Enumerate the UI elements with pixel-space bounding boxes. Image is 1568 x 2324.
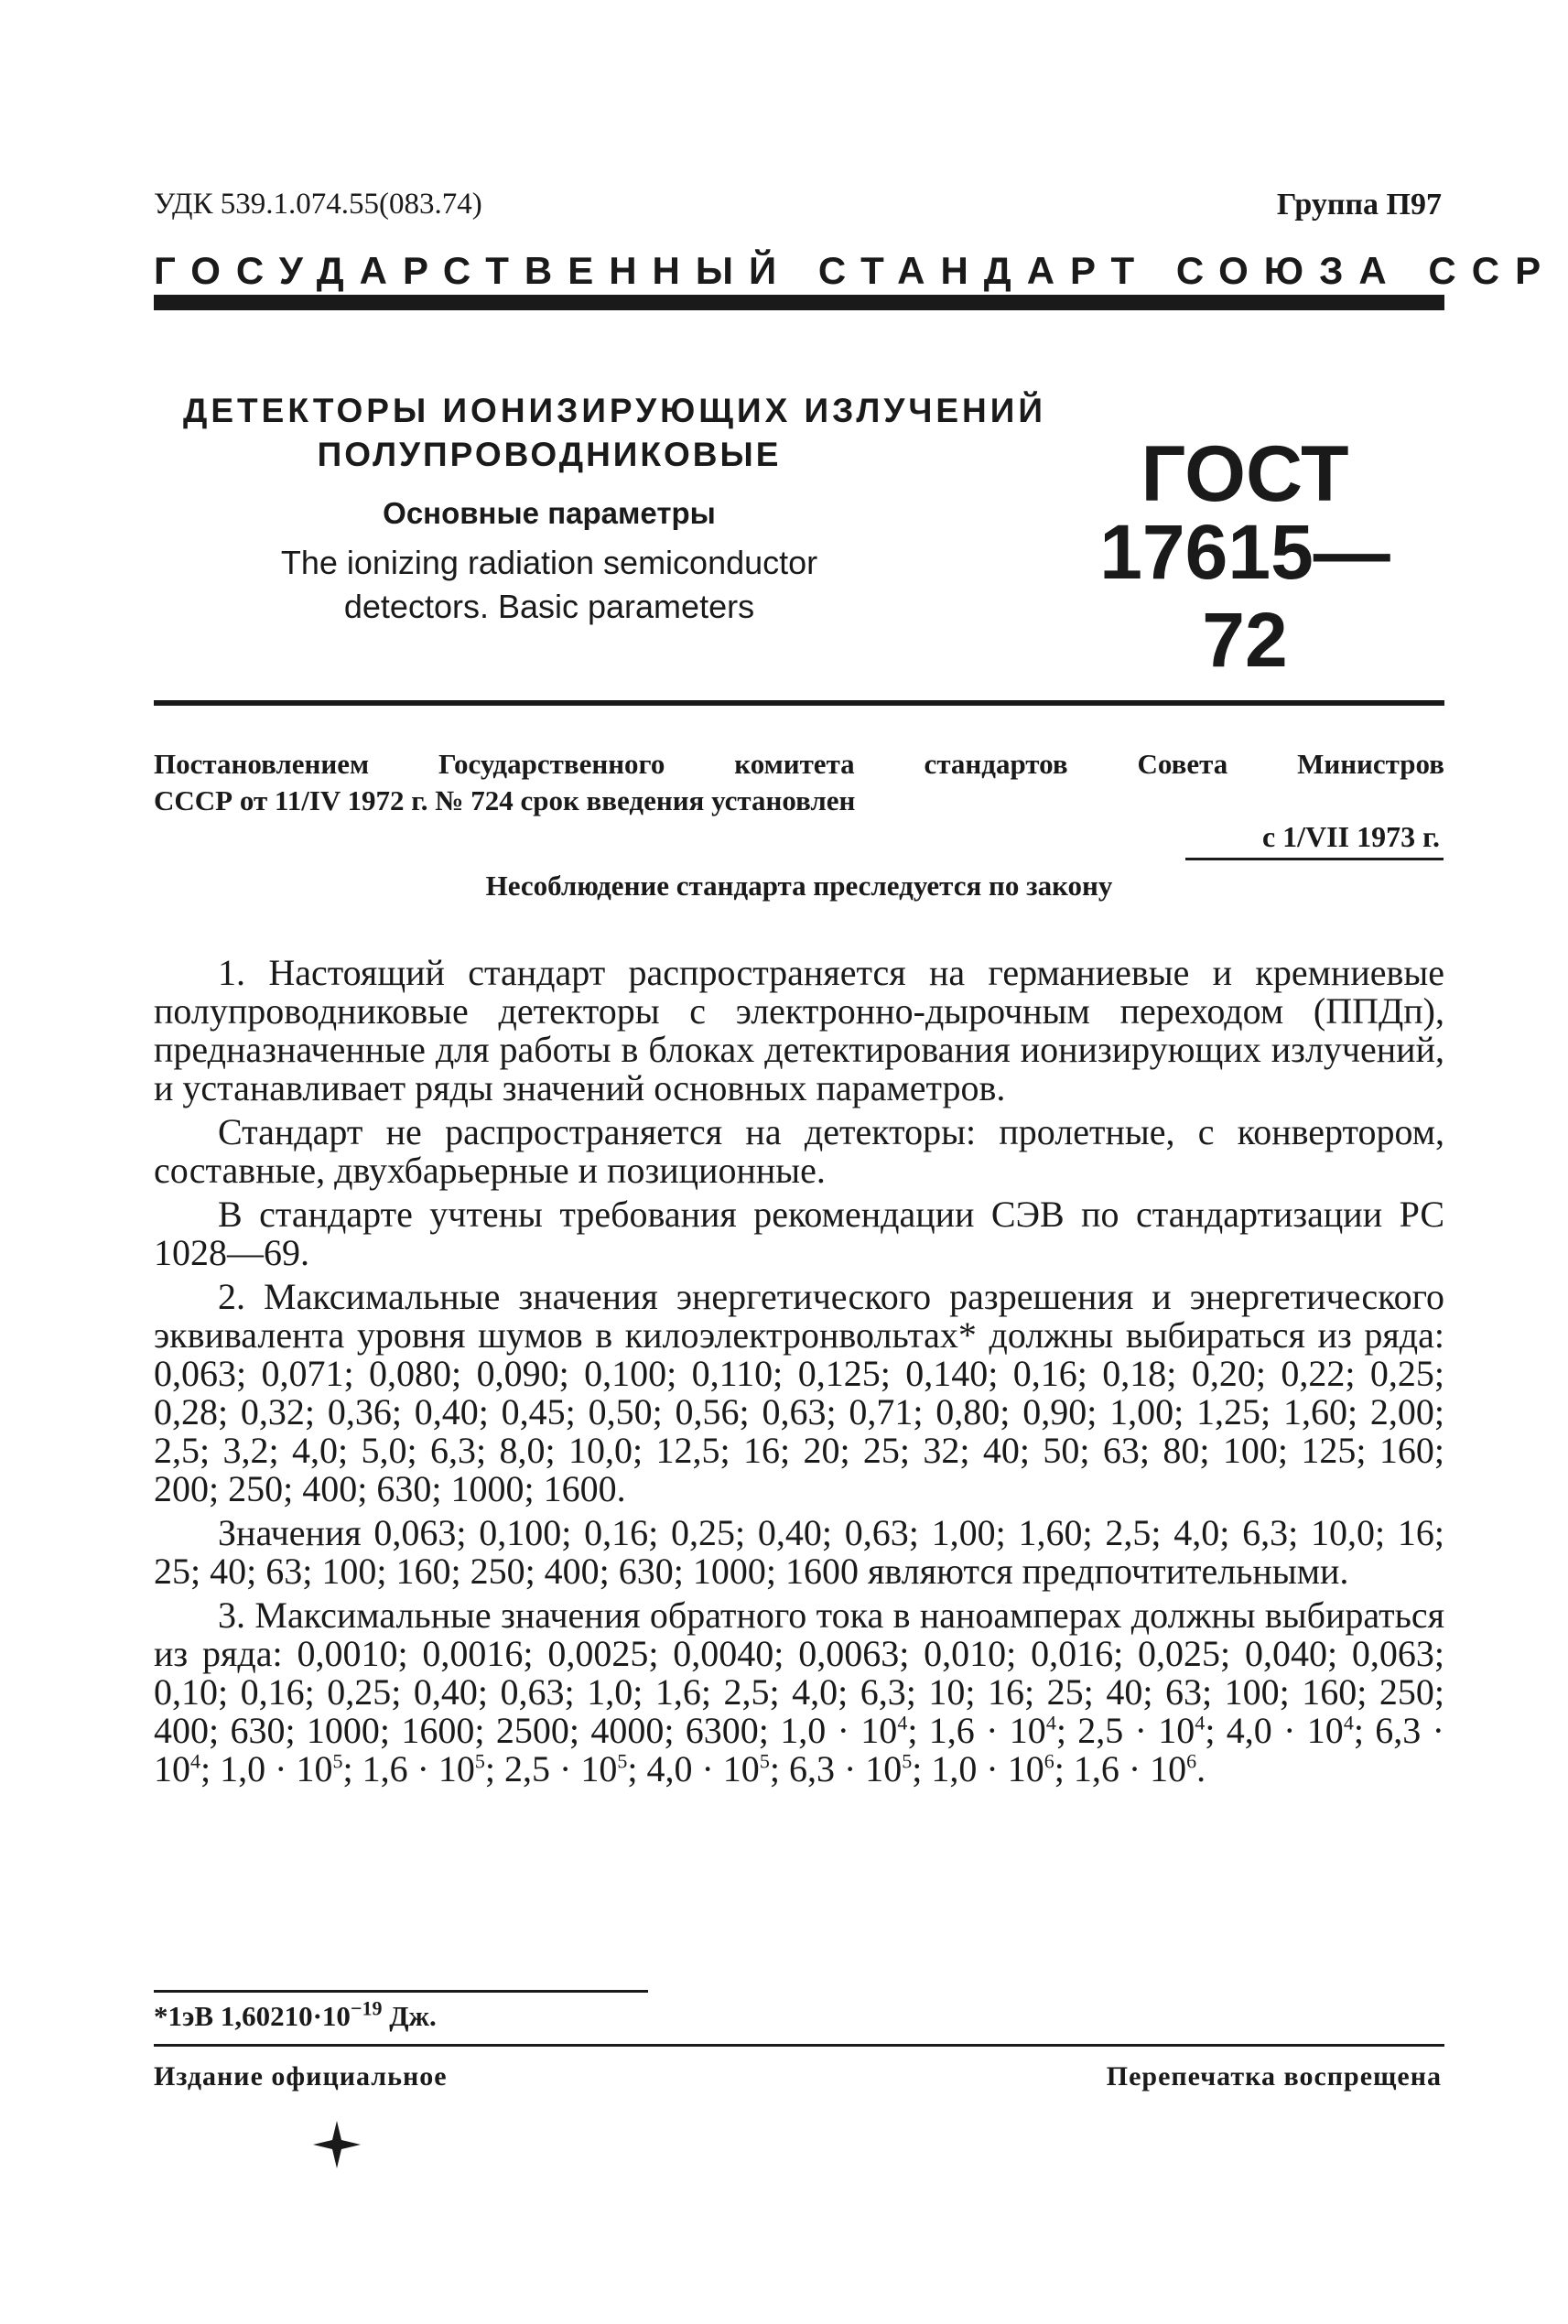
power-exponent: 4 [190,1749,200,1773]
power-mantissa: 2,5 · 10 [1077,1710,1195,1751]
power-separator: ; [1205,1710,1227,1751]
organization-banner: ГОСУДАРСТВЕННЫЙ СТАНДАРТ СОЮЗА ССР [154,249,1557,292]
power-exponent: 5 [474,1749,485,1773]
power-mantissa: 1,6 · 10 [362,1748,475,1789]
non-compliance-notice: Несоблюдение стандарта преследуется по закону [485,870,1113,902]
effective-date: с 1/VII 1973 г. [1261,820,1440,853]
gost-label: ГОСТ [1141,430,1349,518]
paragraph-6 [154,1596,1444,1789]
power-mantissa: 1,0 · 10 [780,1710,898,1751]
power-separator: ; [907,1710,929,1751]
footnote-suffix: Дж. [382,2000,437,2032]
reprint-notice: Перепечатка воспрещена [1106,2061,1442,2092]
power-mantissa: 1,0 · 10 [931,1748,1044,1789]
paragraph-2: Стандарт не распространяется на детекторы: пролетные, с конвертором, составные, двухбарьерные и позиционные. [154,1111,1444,1191]
footnote-rule-short [154,1990,648,1993]
edition-label: Издание официальное [154,2061,448,2092]
resolution-line-1: Постановлением Государственного комитета стандартов Совета Министров [154,748,1444,780]
power-separator: ; [1055,1710,1078,1751]
power-separator: ; [912,1748,932,1789]
power-mantissa: 4,0 · 10 [1226,1710,1344,1751]
star-icon [311,2119,362,2170]
power-value [220,1748,362,1789]
power-separator: ; [769,1748,789,1789]
power-exponent: 5 [617,1749,628,1773]
title-line-2: ПОЛУПРОВОДНИКОВЫЕ [317,436,782,473]
power-value [504,1748,646,1789]
power-mantissa: 2,5 · 10 [504,1748,618,1789]
power-exponent: 5 [902,1749,913,1773]
power-mantissa: 1,6 · 10 [928,1710,1046,1751]
power-mantissa: 6,3 · 10 [154,1710,1444,1789]
subtitle-russian: Основные параметры [383,496,716,530]
power-exponent: 6 [1044,1749,1054,1773]
power-mantissa: 4,0 · 10 [646,1748,760,1789]
power-exponent: 5 [332,1749,343,1773]
power-separator: . [1196,1748,1206,1789]
power-separator: ; [627,1748,647,1789]
effective-date-underline [1185,858,1444,860]
paragraph-4: 2. Максимальные значения энергетического разрешения и энергетического эквивалента уровня шумов в килоэлектронвольтах* должны выбираться из ряда: 0,063; 0,071; 0,080; 0,090; 0,100; 0,110; 0,125; 0,140; 0,16; 0,18; 0,20; 0,22; 0,25; 0,28; 0,32; 0,36; 0,40; 0,45; 0,50; 0,56; 0,63; 0,71; 0,80; 0,90; 1,00; 1,25; 1,60; 2,00; 2,5; 3,2; 4,0; 5,0; 6,3; 8,0; 10,0; 12,5; 16; 20; 25; 32; 40; 50; 63; 80; 100; 125; 160; 200; 250; 400; 630; 1000; 1600. [154,1276,1444,1509]
banner-rule [154,295,1444,310]
power-value [362,1748,504,1789]
power-separator: ; [200,1748,221,1789]
power-value [1227,1710,1376,1751]
footer-rule [154,2044,1444,2047]
gost-number: 17615—72 [1099,509,1390,683]
power-separator: ; [484,1748,505,1789]
paragraph-5: Значения 0,063; 0,100; 0,16; 0,25; 0,40; 0,63; 1,00; 1,60; 2,5; 4,0; 6,3; 10,0; 16; 25; 40; 63; 100; 160; 250; 400; 630; 1000; 1600 являются предпочтительными. [154,1512,1444,1592]
power-mantissa: 6,3 · 10 [788,1748,903,1789]
power-value [646,1748,788,1789]
power-exponent: 4 [1195,1711,1206,1735]
power-exponent: 6 [1186,1749,1197,1773]
resolution-line-2: СССР от 11/IV 1972 г. № 724 срок введения установлен [154,784,856,816]
title-block [183,389,1046,629]
power-value [929,1710,1078,1751]
power-exponent: 4 [897,1711,908,1735]
paragraph-1: 1. Настоящий стандарт распространяется на германиевые и кремниевые полупроводниковые детекторы с электронно-дырочным переходом (ППДп), предназначенные для работы в блоках детектирования ионизирующих излучений, и устанавливает ряды значений основных параметров. [154,952,1444,1108]
power-exponent: 4 [1343,1711,1354,1735]
section-rule [154,700,1444,706]
udk-code: УДК 539.1.074.55(083.74) [154,188,482,221]
power-exponent: 5 [759,1749,770,1773]
body-text [154,954,1444,1789]
subtitle-english-line-2: detectors. Basic parameters [343,588,755,625]
power-exponent: 4 [1045,1711,1056,1735]
group-code: Группа П97 [1276,188,1442,222]
power-separator: ; [342,1748,362,1789]
power-mantissa: 1,0 · 10 [220,1748,333,1789]
footnote [154,1996,437,2033]
power-separator: ; [1353,1710,1376,1751]
subtitle-english-line-1: The ionizing radiation semiconductor [280,544,818,581]
power-mantissa: 1,6 · 10 [1073,1748,1187,1789]
power-value [1074,1748,1206,1789]
power-value [931,1748,1073,1789]
power-value [1077,1710,1227,1751]
footnote-prefix: *1эВ 1,60210·10 [154,2000,351,2032]
paragraph-6-text: 3. Максимальные значения обратного тока в наноамперах должны выбираться из ряда: 0,0010; 0,0016; 0,0025; 0,0040; 0,0063; 0,010; 0,016; 0,025; 0,040; 0,063; 0,10; 0,16; 0,25; 0,40; 0,63; 1,0; 1,6; 2,5; 4,0; 6,3; 10; 16; 25; 40; 63; 100; 160; 250; 400; 630; 1000; 1600; 2500; 4000; 6300; [154,1594,1444,1751]
paragraph-3: В стандарте учтены требования рекомендации СЭВ по стандартизации РС 1028—69. [154,1194,1444,1273]
power-value [789,1748,931,1789]
power-value [780,1710,929,1751]
power-separator: ; [1054,1748,1074,1789]
footnote-exponent: −19 [350,1996,383,2020]
title-line-1: ДЕТЕКТОРЫ ИОНИЗИРУЮЩИХ ИЗЛУЧЕНИЙ [183,392,1046,429]
